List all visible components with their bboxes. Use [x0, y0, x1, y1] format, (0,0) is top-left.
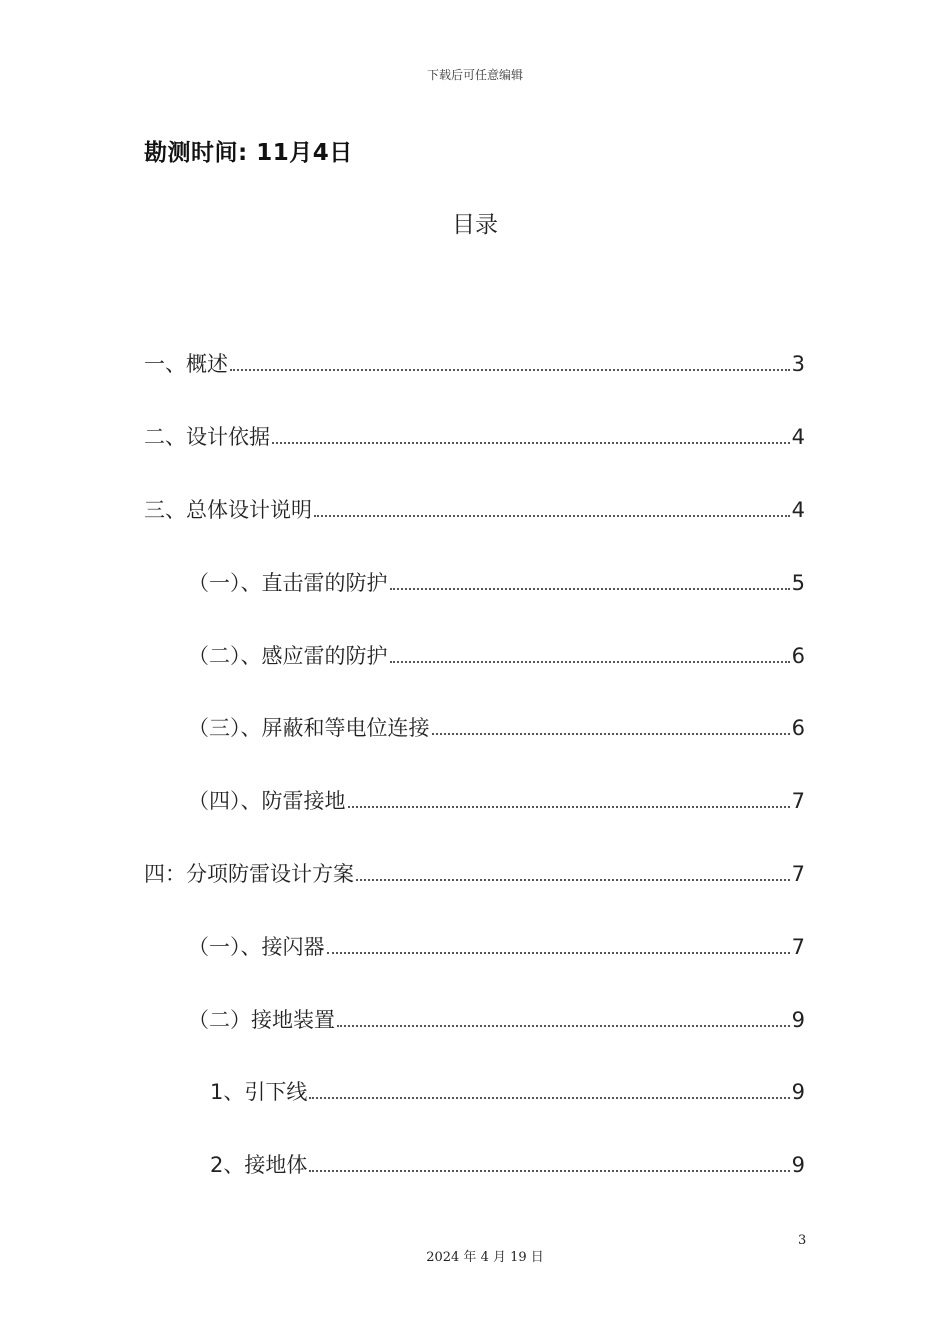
- toc-entry-grounding-device[interactable]: [188, 1005, 805, 1035]
- toc-entry-page: 9: [791, 1080, 805, 1104]
- toc-entry-page: 9: [791, 1153, 805, 1177]
- toc-entry-label: （二）、感应雷的防护: [188, 644, 388, 668]
- toc-entry-induced-lightning[interactable]: [188, 641, 805, 671]
- toc-entry-shielding-bonding[interactable]: [188, 713, 805, 743]
- toc-leader-dots: [356, 879, 790, 881]
- toc-entry-label: 一、概述: [144, 352, 228, 376]
- toc-entry-page: 7: [791, 862, 805, 886]
- toc-entry-lightning-grounding[interactable]: [188, 786, 805, 816]
- toc-leader-dots: [314, 515, 790, 517]
- toc-entry-grounding-body[interactable]: [210, 1150, 805, 1180]
- toc-entry-label: 1、引下线: [210, 1080, 308, 1104]
- toc-entry-design-basis[interactable]: [144, 422, 805, 452]
- toc-entry-air-terminal[interactable]: [188, 932, 805, 962]
- toc-leader-dots: [337, 1025, 790, 1027]
- toc-leader-dots: [390, 661, 790, 663]
- toc-entry-page: 6: [791, 716, 805, 740]
- toc-leader-dots: [390, 588, 790, 590]
- toc-entry-label: （二）接地装置: [188, 1008, 335, 1032]
- toc-leader-dots: [432, 733, 790, 735]
- toc-title: 目录: [452, 212, 498, 238]
- toc-entry-label: 四：分项防雷设计方案: [144, 862, 354, 886]
- toc-entry-overview[interactable]: [144, 349, 805, 379]
- toc-entry-page: 4: [791, 425, 805, 449]
- toc-entry-page: 5: [791, 571, 805, 595]
- toc-leader-dots: [327, 952, 790, 954]
- toc-entry-page: 7: [791, 789, 805, 813]
- toc-entry-label: 二、设计依据: [144, 425, 270, 449]
- toc-entry-label: （一）、直击雷的防护: [188, 571, 388, 595]
- page-number: 3: [798, 1233, 807, 1248]
- toc-entry-itemized-design[interactable]: [144, 859, 805, 889]
- toc-entry-page: 4: [791, 498, 805, 522]
- survey-date: 勘测时间: 11月4日: [144, 140, 353, 166]
- toc-entry-direct-lightning[interactable]: [188, 568, 805, 598]
- toc-entry-down-conductor[interactable]: [210, 1077, 805, 1107]
- toc-entry-page: 3: [791, 352, 805, 376]
- toc-leader-dots: [348, 806, 790, 808]
- footer-date: 2024 年 4 月 19 日: [426, 1250, 544, 1265]
- toc-entry-label: 三、总体设计说明: [144, 498, 312, 522]
- toc-leader-dots: [309, 1097, 789, 1099]
- toc-leader-dots: [309, 1170, 789, 1172]
- toc-entry-page: 6: [791, 644, 805, 668]
- toc-entry-label: （三）、屏蔽和等电位连接: [188, 716, 430, 740]
- toc-entry-page: 7: [791, 935, 805, 959]
- header-note: 下载后可任意编辑: [426, 68, 523, 82]
- toc-leader-dots: [230, 369, 790, 371]
- toc-entry-general-design[interactable]: [144, 495, 805, 525]
- toc-leader-dots: [272, 442, 790, 444]
- toc-entry-page: 9: [791, 1008, 805, 1032]
- toc-entry-label: （一）、接闪器: [188, 935, 325, 959]
- toc-entry-label: （四）、防雷接地: [188, 789, 346, 813]
- toc-entry-label: 2、接地体: [210, 1153, 308, 1177]
